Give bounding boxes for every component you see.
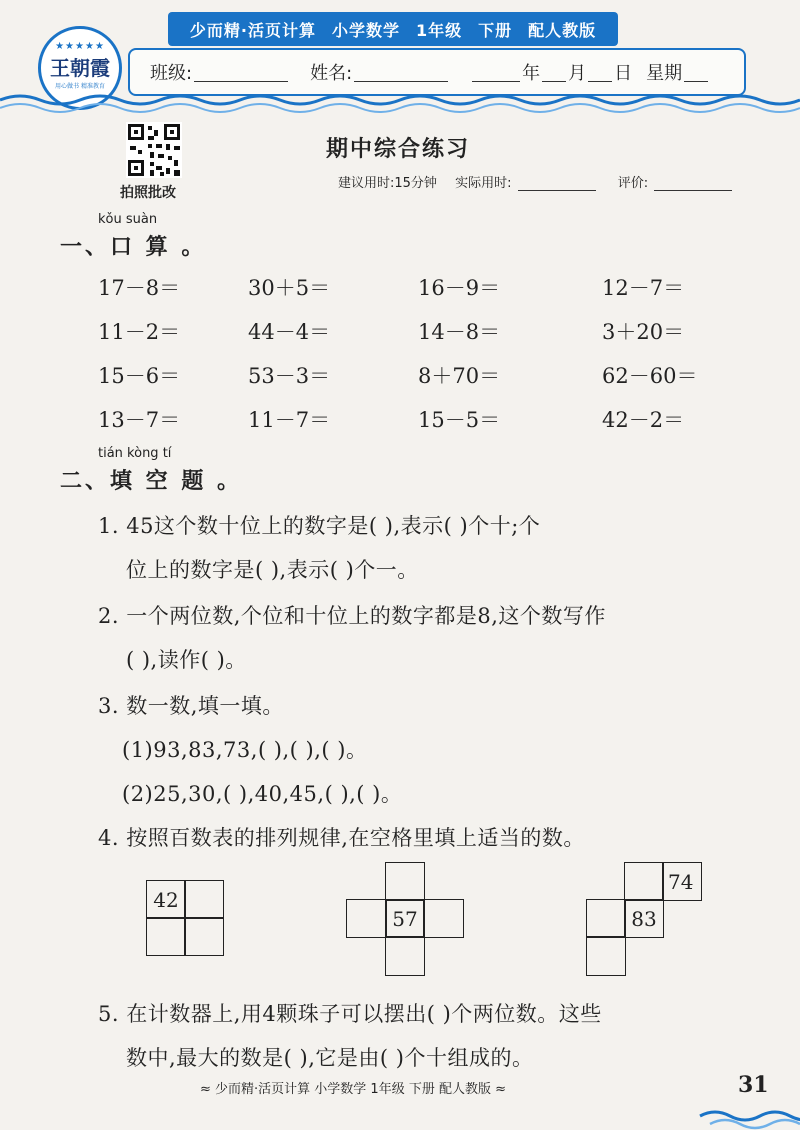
series-title: 少而精·活页计算 [189, 20, 316, 40]
name-label: 姓名: [310, 63, 353, 84]
section1-pinyin: kǒu suàn [98, 212, 158, 227]
calc-item: 11－2＝ [98, 320, 181, 344]
edition-label: 配人教版 [528, 20, 597, 40]
header-wave-decoration [0, 92, 800, 116]
question-4: 4. 按照百数表的排列规律,在空格里填上适当的数。 [98, 826, 585, 850]
question-1-line2: 位上的数字是( ),表示( )个一。 [126, 558, 419, 582]
star-icon: ★★★★★ [55, 40, 105, 52]
grade-label: 1年级 [415, 20, 463, 40]
calc-item: 16－9＝ [418, 276, 501, 300]
rating-field[interactable] [654, 178, 732, 191]
question-2-line2: ( ),读作( )。 [126, 648, 247, 672]
calc-item: 15－6＝ [98, 364, 181, 388]
calc-item: 53－3＝ [248, 364, 331, 388]
section1-heading: 一、口 算 。 [60, 235, 207, 260]
question-3-part2: (2)25,30,( ),40,45,( ),( )。 [122, 782, 403, 806]
year-label: 年 [522, 63, 541, 84]
calc-item: 30＋5＝ [248, 276, 331, 300]
series-banner [168, 12, 618, 46]
grid-cell-given: 42 [146, 880, 186, 919]
rating-label: 评价: [617, 176, 649, 191]
day-label: 日 [614, 63, 633, 84]
calc-item: 14－8＝ [418, 320, 501, 344]
qr-code-icon[interactable] [126, 122, 182, 178]
calc-item: 8＋70＝ [418, 364, 501, 388]
grid-cell-blank[interactable] [184, 917, 224, 956]
name-field[interactable] [354, 63, 448, 82]
grid-cell-blank[interactable] [146, 917, 186, 956]
section2-pinyin: tián kòng tí [98, 446, 172, 461]
month-field[interactable] [542, 63, 566, 82]
question-3-part1: (1)93,83,73,( ),( ),( )。 [122, 738, 368, 762]
grid-square [146, 880, 224, 956]
actual-time-label: 实际用时: [455, 176, 512, 191]
calc-item: 62－60＝ [602, 364, 698, 388]
question-5-line2: 数中,最大的数是( ),它是由( )个十组成的。 [126, 1046, 534, 1070]
question-5-line1: 5. 在计数器上,用4颗珠子可以摆出( )个两位数。这些 [98, 1002, 602, 1026]
student-info-box [128, 48, 746, 96]
footer-wave-decoration [600, 1096, 800, 1130]
day-field[interactable] [588, 63, 612, 82]
question-2-line1: 2. 一个两位数,个位和十位上的数字都是8,这个数写作 [98, 604, 606, 628]
volume-label: 下册 [478, 20, 513, 40]
calc-item: 3＋20＝ [602, 320, 685, 344]
actual-time-field[interactable] [518, 178, 596, 191]
page-title: 期中综合练习 [326, 137, 471, 162]
page-number: 31 [738, 1072, 769, 1098]
logo-name: 王朝霞 [50, 55, 110, 80]
grid-cell-blank[interactable] [385, 862, 425, 901]
grid-cell-given: 83 [624, 899, 664, 938]
grid-cell-blank[interactable] [586, 936, 626, 976]
grid-cell-given: 57 [385, 899, 425, 938]
question-1-line1: 1. 45这个数十位上的数字是( ),表示( )个十;个 [98, 514, 541, 538]
suggested-time: 建议用时:15分钟 [338, 176, 437, 191]
grid-cell-blank[interactable] [423, 899, 464, 938]
time-meta [338, 172, 750, 191]
grid-cross [346, 862, 464, 976]
section2-heading: 二、填 空 题 。 [60, 469, 242, 494]
question-3: 3. 数一数,填一填。 [98, 694, 284, 718]
calc-item: 42－2＝ [602, 408, 685, 432]
calc-item: 12－7＝ [602, 276, 685, 300]
grid-cell-blank[interactable] [184, 880, 224, 919]
grid-cell-blank[interactable] [346, 899, 387, 938]
weekday-field[interactable] [684, 63, 708, 82]
grid-cell-blank[interactable] [586, 899, 626, 938]
class-field[interactable] [194, 63, 288, 82]
class-label: 班级: [150, 63, 193, 84]
grid-cell-blank[interactable] [624, 862, 664, 901]
year-field[interactable] [472, 63, 520, 82]
calc-item: 44－4＝ [248, 320, 331, 344]
subject-label: 小学数学 [331, 20, 400, 40]
calc-item: 11－7＝ [248, 408, 331, 432]
grid-cell-value: 74 [668, 870, 694, 894]
month-label: 月 [568, 63, 587, 84]
qr-label: 拍照批改 [120, 185, 176, 201]
calc-item: 13－7＝ [98, 408, 181, 432]
weekday-label: 星期 [646, 63, 683, 84]
grid-cell-blank[interactable] [385, 936, 425, 976]
logo-subtitle: 用心做书 精准教育 [55, 82, 105, 90]
calc-item: 17－8＝ [98, 276, 181, 300]
footer-text: ≈ 少而精·活页计算 小学数学 1年级 下册 配人教版 ≈ [200, 1082, 506, 1097]
calc-item: 15－5＝ [418, 408, 501, 432]
